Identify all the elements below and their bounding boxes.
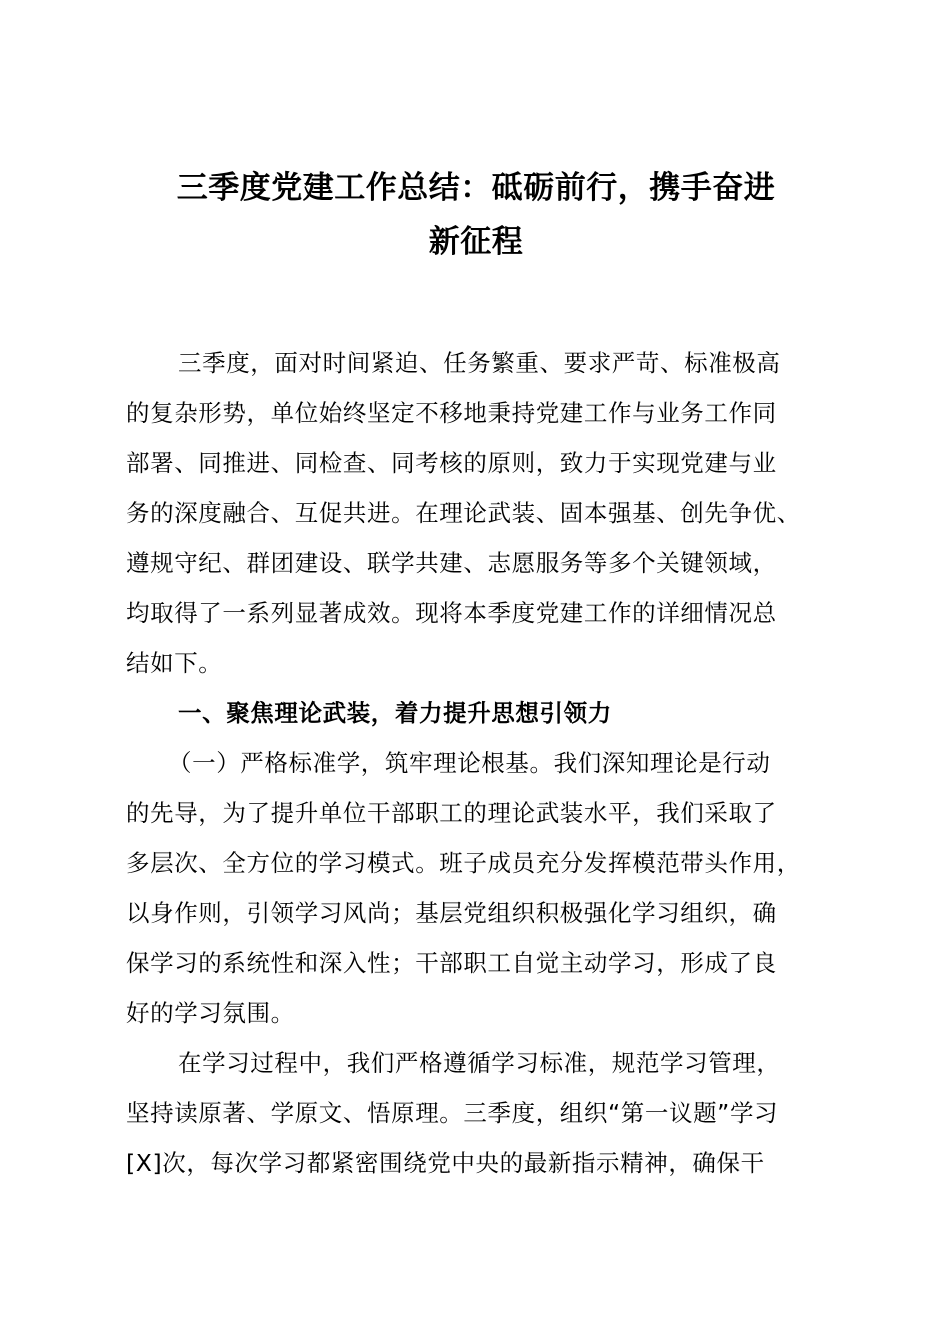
document-title-line-2: 新征程 xyxy=(428,224,524,260)
paragraph-2-line: 的先导，为了提升单位干部职工的理论武装水平，我们采取了 xyxy=(126,799,777,827)
paragraph-1-line: 部署、同推进、同检查、同考核的原则，致力于实现党建与业 xyxy=(126,449,777,477)
paragraph-1-line: 三季度，面对时间紧迫、任务繁重、要求严苛、标准极高 xyxy=(178,349,781,377)
paragraph-1-line: 的复杂形势，单位始终坚定不移地秉持党建工作与业务工作同 xyxy=(126,399,777,427)
section-1-heading: 一、聚焦理论武装，着力提升思想引领力 xyxy=(178,699,612,727)
paragraph-3-line: [X]次，每次学习都紧密围绕党中央的最新指示精神，确保干 xyxy=(126,1149,765,1177)
paragraph-1-line: 均取得了一系列显著成效。现将本季度党建工作的详细情况总 xyxy=(126,599,777,627)
paragraph-2-line: 保学习的系统性和深入性；干部职工自觉主动学习，形成了良 xyxy=(126,949,777,977)
paragraph-1-line: 遵规守纪、群团建设、联学共建、志愿服务等多个关键领域， xyxy=(126,549,777,577)
paragraph-2-line: （一）严格标准学，筑牢理论根基。我们深知理论是行动 xyxy=(168,749,771,777)
paragraph-3-line: 坚持读原著、学原文、悟原理。三季度，组织“第一议题”学习 xyxy=(126,1099,779,1127)
paragraph-3-line: 在学习过程中，我们严格遵循学习标准，规范学习管理， xyxy=(178,1049,781,1077)
paragraph-2-line: 以身作则，引领学习风尚；基层党组织积极强化学习组织，确 xyxy=(126,899,777,927)
paragraph-2-line: 好的学习氛围。 xyxy=(126,999,295,1027)
paragraph-1-line: 结如下。 xyxy=(126,649,223,677)
paragraph-1-line: 务的深度融合、互促共进。在理论武装、固本强基、创先争优、 xyxy=(126,499,801,527)
paragraph-2-line: 多层次、全方位的学习模式。班子成员充分发挥模范带头作用， xyxy=(126,849,801,877)
document-title-line-1: 三季度党建工作总结：砥砺前行，携手奋进 xyxy=(176,170,776,206)
